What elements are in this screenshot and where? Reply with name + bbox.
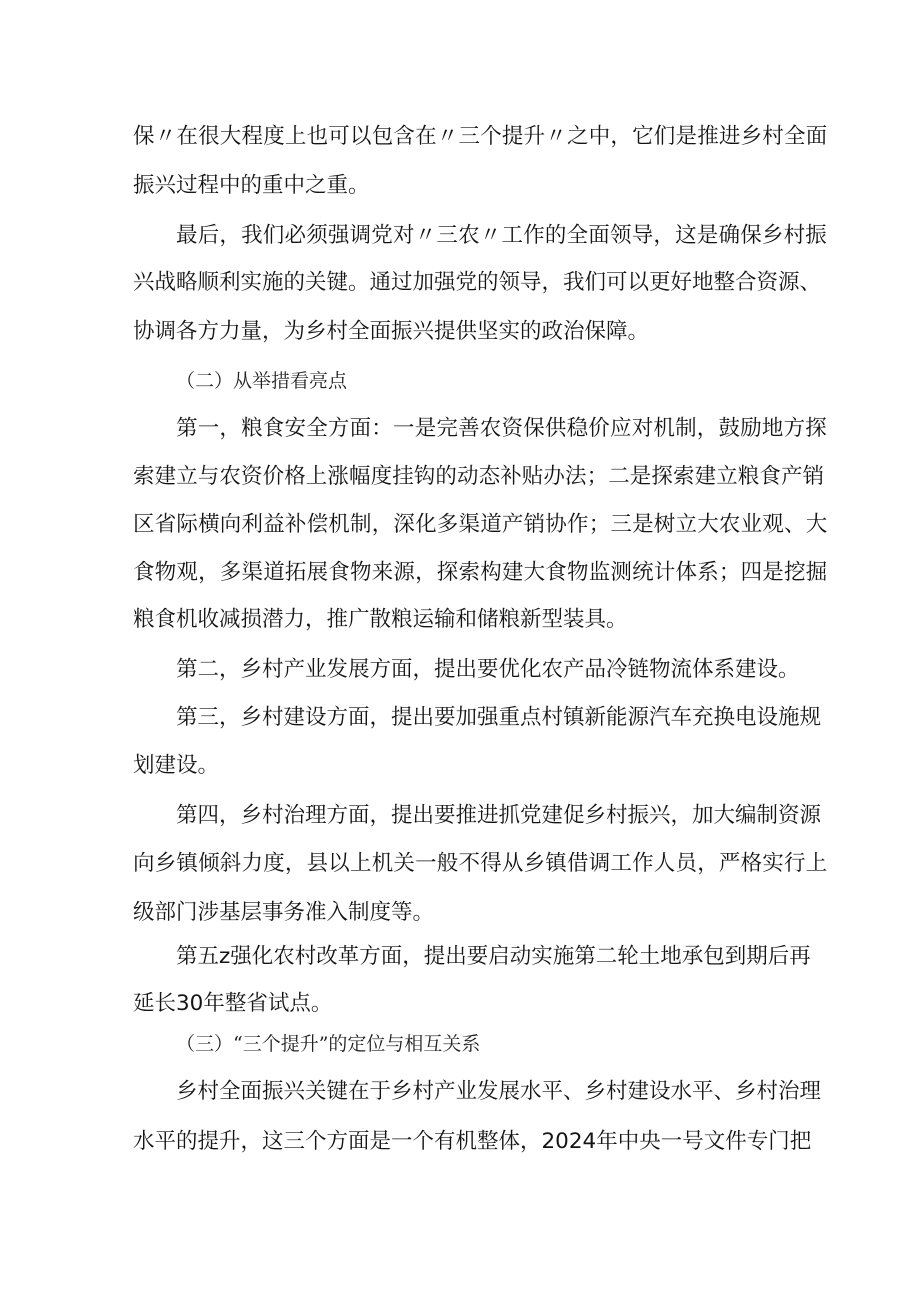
body-text-line: 食物观，多渠道拓展食物来源，探索构建大食物监测统计体系；四是挖掘	[133, 560, 828, 585]
body-text-line: 第五z强化农村改革方面，提出要启动实施第二轮土地承包到期后再	[176, 944, 811, 969]
body-text-line: 区省际横向利益补偿机制，深化多渠道产销协作；三是树立大农业观、大	[133, 512, 828, 537]
body-text-line: 粮食机收减损潜力，推广散粮运输和储粮新型装具。	[133, 607, 628, 632]
body-text-line: 第四，乡村治理方面，提出要推进抓党建促乡村振兴，加大编制资源	[176, 803, 822, 828]
body-text-line: 水平的提升，这三个方面是一个有机整体，2024年中央一号文件专门把	[133, 1129, 812, 1154]
section-heading: （二）从举措看亮点	[176, 370, 348, 392]
body-text-line: 振兴过程中的重中之重。	[133, 173, 370, 198]
body-text-line: 延长30年整省试点。	[133, 991, 333, 1016]
body-text-line: 保〃在很大程度上也可以包含在〃三个提升〃之中，它们是推进乡村全面	[133, 124, 828, 149]
body-text-line: 向乡镇倾斜力度，县以上机关一般不得从乡镇借调工作人员，严格实行上	[133, 851, 828, 876]
body-text-line: 第二，乡村产业发展方面，提出要优化农产品冷链物流体系建设。	[176, 657, 800, 682]
body-text-line: 兴战略顺利实施的关键。通过加强党的领导，我们可以更好地整合资源、	[133, 270, 822, 295]
body-text-line: 索建立与农资价格上涨幅度挂钩的动态补贴办法；二是探索建立粮食产销	[133, 464, 825, 489]
body-text-line: 级部门涉基层事务准入制度等。	[133, 900, 435, 925]
body-text-line: 协调各方力量，为乡村全面振兴提供坚实的政治保障。	[133, 319, 650, 344]
body-text-line: 划建设。	[133, 753, 220, 778]
body-text-line: 乡村全面振兴关键在于乡村产业发展水平、乡村建设水平、乡村治理	[176, 1079, 822, 1104]
body-text-line: 最后，我们必须强调党对〃三农〃工作的全面领导，这是确保乡村振	[176, 223, 828, 248]
body-text-line: 第三，乡村建设方面，提出要加强重点村镇新能源汽车充换电设施规	[176, 705, 822, 730]
section-heading: （三）“三个提升”的定位与相互关系	[176, 1033, 481, 1055]
body-text-line: 第一，粮食安全方面：一是完善农资保供稳价应对机制，鼓励地方探	[176, 416, 828, 441]
